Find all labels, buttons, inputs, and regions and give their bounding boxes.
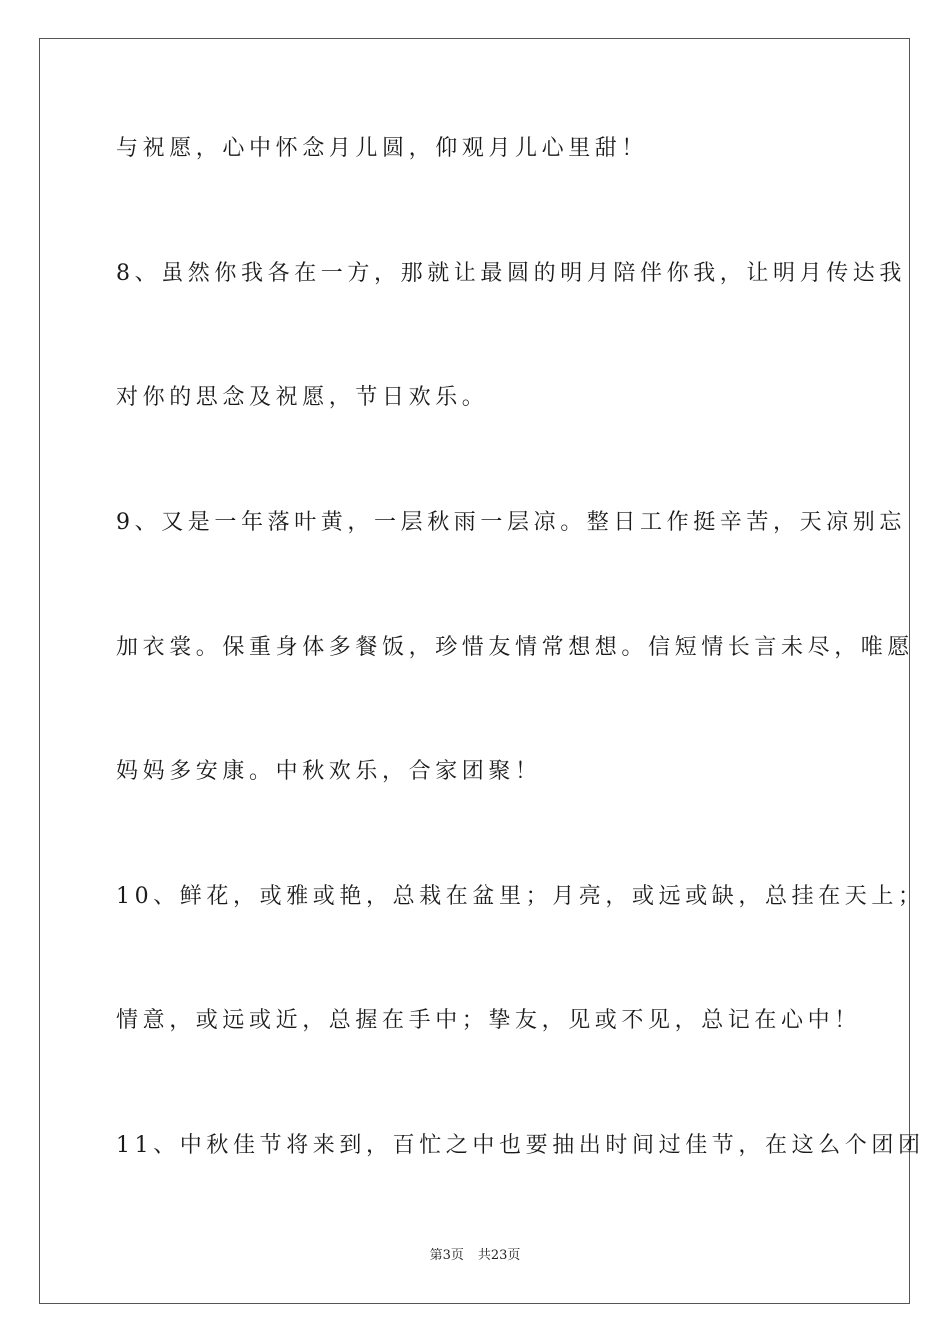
text-line: 加衣裳。保重身体多餐饭，珍惜友情常想想。信短情长言未尽，唯愿 (116, 635, 915, 660)
page-footer (0, 1244, 950, 1263)
text-line: 妈妈多安康。中秋欢乐，合家团聚！ (116, 759, 542, 784)
page-number: 第3页 (429, 1248, 464, 1263)
page-total: 共23页 (477, 1248, 521, 1263)
text-line: 8、虽然你我各在一方，那就让最圆的明月陪伴你我，让明月传达我 (116, 261, 906, 286)
text-line: 9、又是一年落叶黄，一层秋雨一层凉。整日工作挺辛苦，天凉别忘 (116, 510, 906, 535)
text-line: 10、鲜花，或雅或艳，总栽在盆里；月亮，或远或缺，总挂在天上； (116, 884, 925, 909)
text-line: 情意，或远或近，总握在手中；挚友，见或不见，总记在心中！ (116, 1008, 861, 1033)
text-line: 对你的思念及祝愿，节日欢乐。 (116, 385, 489, 410)
text-line: 11、中秋佳节将来到，百忙之中也要抽出时间过佳节，在这么个团团 (116, 1133, 925, 1158)
page-frame (39, 38, 925, 1304)
text-line: 与祝愿，心中怀念月儿圆，仰观月儿心里甜！ (116, 136, 649, 161)
